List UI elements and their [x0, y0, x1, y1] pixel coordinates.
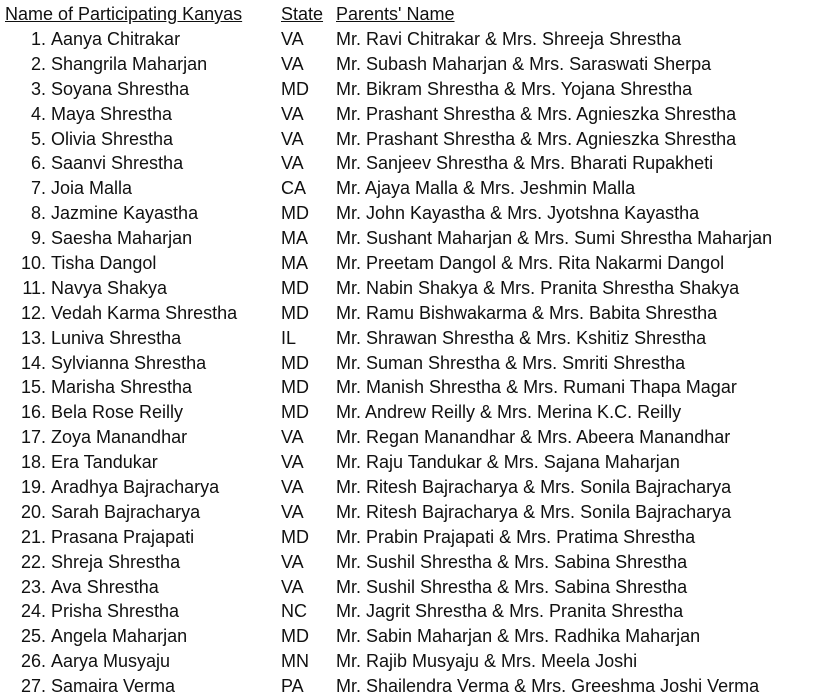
kanya-name: Shangrila Maharjan [51, 53, 208, 74]
parents-name: Mr. Raju Tandukar & Mrs. Sajana Maharjan [336, 452, 680, 473]
row-number: 22. [20, 551, 46, 572]
list-item [0, 27, 824, 52]
list-item [0, 226, 824, 251]
list-item [0, 599, 824, 624]
row-number: 14. [20, 352, 46, 373]
parents-name: Mr. Ajaya Malla & Mrs. Jeshmin Malla [336, 178, 636, 199]
kanya-name: Angela Maharjan [51, 626, 188, 647]
list-item [0, 525, 824, 550]
kanya-name: Aanya Chitrakar [51, 29, 181, 49]
list-item [0, 52, 824, 77]
parents-name: Mr. Sabin Maharjan & Mrs. Radhika Maharjan [336, 626, 701, 647]
list-item [0, 351, 824, 376]
list-item [0, 127, 824, 152]
list-item [0, 176, 824, 201]
parents-name: Mr. Manish Shrestha & Mrs. Rumani Thapa Magar [336, 377, 737, 398]
row-number: 12. [20, 302, 46, 323]
list-item [0, 375, 824, 400]
state-code: VA [281, 477, 304, 498]
row-number: 24. [20, 601, 46, 622]
row-number: 3. [30, 78, 46, 99]
state-code: VA [281, 103, 304, 124]
parents-name: Mr. Preetam Dangol & Mrs. Rita Nakarmi Dangol [336, 253, 725, 274]
kanya-name: Sarah Bajracharya [51, 501, 201, 522]
parents-name: Mr. Ritesh Bajracharya & Mrs. Sonila Bajracharya [336, 501, 732, 522]
row-number: 20. [20, 501, 46, 522]
kanya-name: Saanvi Shrestha [51, 153, 184, 174]
list-item [0, 251, 824, 276]
state-code: MA [281, 228, 308, 249]
kanya-name: Jazmine Kayastha [51, 203, 199, 224]
list-item [0, 649, 824, 674]
kanya-name: Luniva Shrestha [51, 327, 182, 348]
state-code: NC [281, 601, 307, 622]
list-item [0, 276, 824, 301]
state-code: IL [281, 327, 297, 348]
kanya-name: Aarya Musyaju [51, 651, 171, 672]
row-number: 6. [30, 153, 46, 174]
state-code: MD [281, 402, 309, 423]
kanya-name: Prisha Shrestha [51, 601, 180, 622]
state-code: VA [281, 128, 304, 149]
row-number: 1. [30, 29, 46, 49]
parents-name: Mr. Regan Manandhar & Mrs. Abeera Manandhar [336, 427, 731, 448]
list-item [0, 400, 824, 425]
kanya-name: Aradhya Bajracharya [51, 477, 220, 498]
list-item [0, 151, 824, 176]
parents-name: Mr. Shrawan Shrestha & Mrs. Kshitiz Shrestha [336, 327, 707, 348]
kanya-name: Ava Shrestha [51, 576, 159, 597]
row-number: 17. [20, 427, 46, 448]
kanya-name: Samaira Verma [51, 676, 176, 697]
state-code: MD [281, 277, 309, 298]
state-code: PA [281, 676, 304, 697]
row-number: 23. [20, 576, 46, 597]
state-code: VA [281, 576, 304, 597]
row-number: 15. [20, 377, 46, 398]
kanya-name: Soyana Shrestha [51, 78, 190, 99]
list-item [0, 475, 824, 500]
kanya-name: Marisha Shrestha [51, 377, 193, 398]
kanya-name: Saesha Maharjan [51, 228, 193, 249]
kanya-name: Sylvianna Shrestha [51, 352, 207, 373]
parents-name: Mr. Prashant Shrestha & Mrs. Agnieszka Shrestha [336, 128, 737, 149]
state-code: VA [281, 427, 304, 448]
row-number: 18. [20, 452, 46, 473]
row-number: 26. [20, 651, 46, 672]
row-number: 25. [20, 626, 46, 647]
list-item [0, 102, 824, 127]
state-code: MD [281, 78, 309, 99]
row-number: 9. [30, 228, 46, 249]
parents-name: Mr. Ravi Chitrakar & Mrs. Shreeja Shrestha [336, 29, 682, 49]
parents-name: Mr. Ritesh Bajracharya & Mrs. Sonila Bajracharya [336, 477, 732, 498]
state-code: MD [281, 377, 309, 398]
row-number: 5. [30, 128, 46, 149]
state-code: MN [281, 651, 309, 672]
kanya-name: Joia Malla [51, 178, 133, 199]
parents-name: Mr. Andrew Reilly & Mrs. Merina K.C. Reilly [336, 402, 682, 423]
state-code: VA [281, 551, 304, 572]
state-code: MD [281, 626, 309, 647]
kanya-name: Shreja Shrestha [51, 551, 181, 572]
state-code: MA [281, 253, 308, 274]
header-state: State [281, 4, 324, 24]
parents-name: Mr. Suman Shrestha & Mrs. Smriti Shrestha [336, 352, 686, 373]
parents-name: Mr. Ramu Bishwakarma & Mrs. Babita Shrestha [336, 302, 718, 323]
row-number: 8. [30, 203, 46, 224]
parents-name: Mr. Shailendra Verma & Mrs. Greeshma Joshi Verma [336, 676, 760, 697]
row-number: 21. [20, 526, 46, 547]
parents-name: Mr. Subash Maharjan & Mrs. Saraswati Sherpa [336, 53, 712, 74]
kanya-name: Bela Rose Reilly [51, 402, 184, 423]
row-number: 10. [20, 253, 46, 274]
row-number: 13. [20, 327, 46, 348]
parents-name: Mr. Sushil Shrestha & Mrs. Sabina Shrestha [336, 576, 688, 597]
list-item [0, 301, 824, 326]
state-code: MD [281, 203, 309, 224]
list-item [0, 575, 824, 600]
list-item [0, 450, 824, 475]
list-item [0, 550, 824, 575]
list-item [0, 674, 824, 699]
participant-rows [0, 27, 824, 699]
row-number: 11. [22, 277, 46, 298]
parents-name: Mr. Sushil Shrestha & Mrs. Sabina Shrestha [336, 551, 688, 572]
list-item [0, 500, 824, 525]
parents-name: Mr. Prashant Shrestha & Mrs. Agnieszka Shrestha [336, 103, 737, 124]
header-name-of-participating-kanyas: Name of Participating Kanyas [5, 4, 243, 24]
parents-name: Mr. Prabin Prajapati & Mrs. Pratima Shrestha [336, 526, 696, 547]
state-code: VA [281, 53, 304, 74]
kanya-name: Olivia Shrestha [51, 128, 174, 149]
parents-name: Mr. Bikram Shrestha & Mrs. Yojana Shrestha [336, 78, 693, 99]
kanya-name: Era Tandukar [51, 452, 158, 473]
state-code: MD [281, 302, 309, 323]
kanya-name: Vedah Karma Shrestha [51, 302, 238, 323]
list-item [0, 425, 824, 450]
row-number: 4. [30, 103, 46, 124]
row-number: 2. [30, 53, 46, 74]
kanya-name: Tisha Dangol [51, 253, 157, 274]
parents-name: Mr. John Kayastha & Mrs. Jyotshna Kayastha [336, 203, 700, 224]
state-code: MD [281, 526, 309, 547]
row-number: 19. [20, 477, 46, 498]
row-number: 16. [20, 402, 46, 423]
list-item [0, 326, 824, 351]
row-number: 7. [30, 178, 46, 199]
state-code: VA [281, 501, 304, 522]
kanya-name: Maya Shrestha [51, 103, 173, 124]
list-item [0, 201, 824, 226]
parents-name: Mr. Jagrit Shrestha & Mrs. Pranita Shrestha [336, 601, 684, 622]
row-number: 27. [20, 676, 46, 697]
state-code: VA [281, 452, 304, 473]
state-code: MD [281, 352, 309, 373]
state-code: VA [281, 29, 304, 49]
parents-name: Mr. Sanjeev Shrestha & Mrs. Bharati Rupakheti [336, 153, 714, 174]
list-item [0, 624, 824, 649]
header-parents-name: Parents' Name [336, 4, 455, 24]
list-item [0, 77, 824, 102]
state-code: VA [281, 153, 304, 174]
parents-name: Mr. Nabin Shakya & Mrs. Pranita Shrestha Shakya [336, 277, 740, 298]
state-code: CA [281, 178, 307, 199]
kanya-name: Prasana Prajapati [51, 526, 195, 547]
parents-name: Mr. Rajib Musyaju & Mrs. Meela Joshi [336, 651, 638, 672]
kanya-name: Zoya Manandhar [51, 427, 188, 448]
kanya-name: Navya Shakya [51, 277, 168, 298]
parents-name: Mr. Sushant Maharjan & Mrs. Sumi Shrestha Maharjan [336, 228, 773, 249]
